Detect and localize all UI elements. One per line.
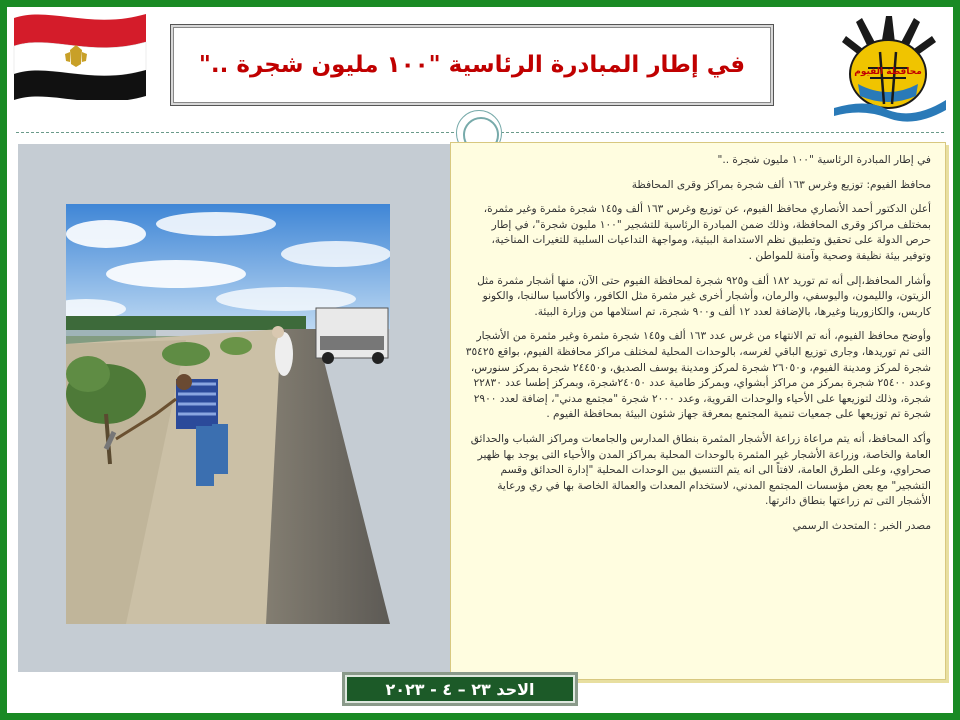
- title-box: [170, 24, 774, 106]
- article-panel: [450, 142, 946, 680]
- article-paragraph: وأشار المحافظ،إلى أنه تم توريد ١٨٢ ألف و٩٢٥ شجرة لمحافظة الفيوم حتى الآن، منها أشجار مثمرة مثل الزيتون، والليمون، واليوسفي، والرمان، وأشجار أخرى غير مثمرة مثل الكافور، والأكاسيا سالنجا، والكونو كاربس، والكازورينا وغيرها، بالإضافة لعدد ١٢ ألف و٩٠٠ شجرة، تم استلامها من وزارة البيئة.: [477, 274, 931, 318]
- fayoum-governorate-logo-icon: [828, 12, 948, 122]
- title-inner: [174, 28, 770, 102]
- article-source: مصدر الخبر : المتحدث الرسمي: [792, 519, 931, 532]
- article-paragraph: وأوضح محافظ الفيوم، أنه تم الانتهاء من غرس عدد ١٦٣ ألف و١٤٥ شجرة مثمرة وغير مثمرة من الأشجار التى تم توريدها، وجارى توزيع الباقي لغرسه، بالوحدات المحلية لمختلف مراكز محافظة الفيوم، بواقع ٣٥٤٢٥ شجرة لمركز ومدينة الفيوم، و٢٦٠٥٠ شجرة لمركز ومدينة يوسف الصديق، و٢٤٤٥٠ شجرة بمركز سنورس، وعدد ٢٥٤٠٠ شجرة بمركز من مراكز أبشواي، وبمركز طامية عدد ٢٤٠٥٠شجرة، وبمركز إطسا عدد ٢٢٨٣٠ شجرة، وذلك لتوزيعها على الأحياء والوحدات القروية، وعدد ٢٠٠٠ شجرة "مجتمع مدني"، إضافة لعدد ٢٩٠٠ شجرة تم توزيعها على جمعيات تنمية المجتمع بمعرفة جهاز شئون البيئة بمحافظة الفيوم .: [465, 330, 931, 421]
- article-body: [465, 153, 931, 543]
- date-label: الاحد ٢٣ – ٤ - ٢٠٢٣: [385, 679, 535, 699]
- article-headline: محافظ الفيوم: توزيع وغرس ١٦٣ ألف شجرة بمراكز وقرى المحافظة: [631, 178, 931, 191]
- logo-text: محافظة الفيوم: [854, 67, 922, 77]
- egypt-flag-icon: [10, 4, 150, 100]
- page-title: في إطار المبادرة الرئاسية "١٠٠ مليون شجرة ..": [198, 52, 746, 78]
- article-paragraph: أعلن الدكتور أحمد الأنصاري محافظ الفيوم، عن توزيع وغرس ١٦٣ ألف و١٤٥ شجرة مثمرة وغير مثمرة، بمختلف مراكز وقرى المحافظة، وذلك ضمن المبادرة الرئاسية للتشجير "١٠٠ مليون شجرة"، في إطار حرص الدولة على تحقيق وتطبيق نظم الاستدامة البيئية، ومواجهة التداعيات السلبية للتغيرات المناخية، وتوفير بيئة نظيفة وصحية وآمنة للمواطن .: [483, 203, 931, 262]
- date-bar: [342, 672, 578, 706]
- article-paragraph: في إطار المبادرة الرئاسية "١٠٠ مليون شجرة ..": [717, 154, 931, 166]
- tree-planting-photo: [66, 204, 390, 624]
- article-paragraph: وأكد المحافظ، أنه يتم مراعاة زراعة الأشجار المثمرة بنطاق المدارس والجامعات ومراكز الشباب والحدائق العامة والخاصة، وزراعة الأشجار غير المثمرة بالوحدات المحلية بمراكز المدن والأحياء التى يوجد بها ظهير صحراوي، وعلى الطرق العامة، لافتاً الى انه يتم التنسيق بين الوحدات المحلية "إدارة الحدائق وقسم التشجير" مع بعض مؤسسات المجتمع المدني، لاستخدام المعدات والعمالة الخاصة بها في ري ورعاية الأشجار التى تم زراعتها بنطاق دائرتها.: [470, 432, 931, 508]
